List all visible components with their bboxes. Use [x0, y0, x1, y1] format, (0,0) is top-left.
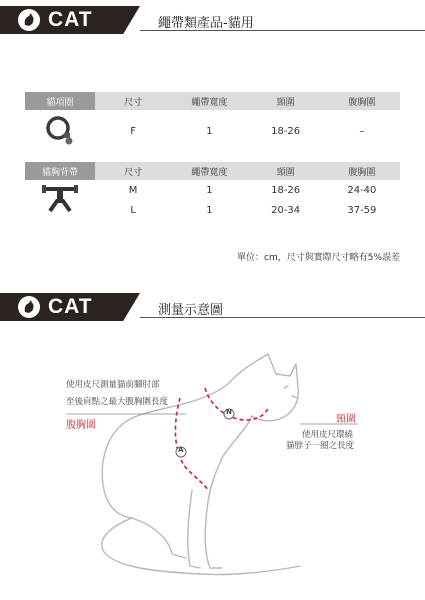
header-cell: 繩帶寬度: [171, 162, 247, 180]
neck-description-line2: 貓脖子一圈之長度: [286, 441, 355, 451]
measurement-diagram: [0, 340, 425, 600]
table-cell: F: [130, 125, 136, 137]
table-header-row: [25, 162, 400, 180]
header-cell: 腹胸圍: [324, 162, 400, 180]
table-row: [25, 180, 400, 200]
table-cell: 18-26: [271, 125, 301, 137]
chest-description-line1: 使用皮尺測量貓前腳肘部: [66, 380, 160, 390]
cat-logo-icon: [18, 9, 40, 31]
collar-icon: [43, 113, 77, 147]
collar-size-table: [25, 92, 400, 152]
header-cell: 頸圍: [248, 92, 324, 110]
header-cell: 繩帶寬度: [171, 92, 247, 110]
table-row: [25, 110, 400, 152]
table-cell: 24-40: [347, 184, 377, 196]
cat-logo-icon: [18, 296, 40, 318]
table-cell: 37-59: [347, 204, 377, 216]
marker-n: N: [226, 408, 232, 416]
header-cell: 尺寸: [95, 162, 171, 180]
header-cell: 腹胸圍: [324, 92, 400, 110]
brand-text: CAT: [48, 8, 93, 31]
table-cell: 1: [206, 125, 213, 137]
header-cell: 頸圍: [248, 162, 324, 180]
chest-description-line2: 至後肩點之最大腹胸圍長度: [66, 397, 169, 407]
header-cell: 尺寸: [95, 92, 171, 110]
chest-label: 腹胸圍: [66, 420, 96, 431]
harness-icon: [40, 181, 80, 217]
table-header-row: [25, 92, 400, 110]
table-cell: M: [128, 184, 138, 196]
marker-a: A: [178, 446, 184, 454]
section-banner-measure: [0, 293, 425, 321]
neck-label: 頸圍: [336, 414, 356, 425]
table-cell: L: [130, 204, 136, 216]
unit-note: 單位：cm，尺寸與實際尺寸略有5%誤差: [237, 253, 400, 263]
section-title: 測量示意圖: [158, 303, 224, 318]
cat-outline-illustration: [0, 340, 425, 600]
section-banner-products: [0, 6, 425, 34]
table-cell: 1: [206, 204, 213, 216]
harness-size-table: [25, 162, 400, 220]
table-cell: 1: [206, 184, 213, 196]
brand-text: CAT: [48, 295, 93, 318]
header-cell: 貓項圈: [25, 92, 95, 110]
table-cell: 20-34: [271, 204, 301, 216]
table-cell: 18-26: [271, 184, 301, 196]
section-title: 繩帶類產品-貓用: [158, 16, 254, 31]
table-cell: –: [359, 125, 365, 137]
harness-product-image: [25, 180, 95, 220]
neck-description-line1: 使用皮尺環繞: [302, 430, 354, 440]
header-cell: 貓胸背帶: [25, 162, 95, 180]
collar-product-image: [25, 110, 95, 152]
